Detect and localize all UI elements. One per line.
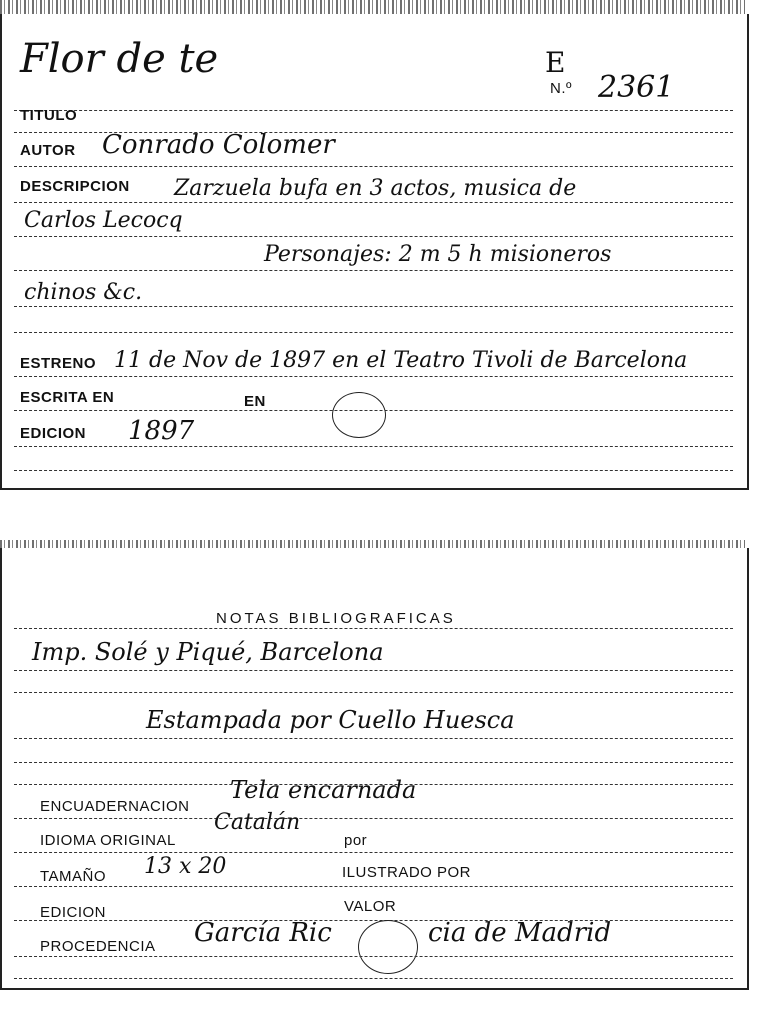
notes-line2: Estampada por Cuello Huesca — [146, 706, 515, 734]
ilustrado-por-label: ILUSTRADO POR — [342, 864, 472, 881]
rule — [14, 306, 733, 307]
rule — [14, 978, 733, 979]
tamano-value: 13 x 20 — [144, 854, 227, 879]
rule — [14, 852, 733, 853]
rule — [14, 270, 733, 271]
title-handwritten: Flor de te — [20, 36, 219, 82]
edicion-label: EDICION — [40, 904, 107, 921]
descripcion-label: DESCRIPCION — [20, 178, 130, 195]
rule — [14, 332, 733, 333]
rule — [14, 692, 733, 693]
estreno-value: 11 de Nov de 1897 en el Teatro Tivoli de Barcelona — [114, 348, 688, 373]
rule — [14, 110, 733, 111]
autor-label: AUTOR — [20, 142, 76, 159]
catalog-letter: E — [545, 46, 566, 79]
descripcion-line4: chinos &c. — [24, 280, 143, 305]
rule — [14, 762, 733, 763]
stamp-mark — [358, 920, 418, 974]
rule — [14, 818, 733, 819]
rule — [14, 166, 733, 167]
rule — [14, 470, 733, 471]
titulo-label: TITULO — [20, 107, 78, 124]
catalog-card-back — [0, 548, 749, 990]
procedencia-value-part1: García Ric — [194, 918, 332, 948]
valor-label: VALOR — [344, 898, 397, 915]
edicion-value: 1897 — [128, 416, 195, 446]
notes-line1: Imp. Solé y Piqué, Barcelona — [32, 638, 384, 666]
rule — [14, 920, 733, 921]
edicion-label: EDICION — [20, 425, 87, 442]
estreno-label: ESTRENO — [20, 355, 97, 372]
stamp-mark — [332, 392, 386, 438]
rule — [14, 670, 733, 671]
escrita-en-label: ESCRITA EN — [20, 389, 115, 406]
catalog-card-front — [0, 14, 749, 490]
number-label: N.º — [550, 80, 572, 97]
encuadernacion-value: Tela encarnada — [230, 776, 417, 804]
tamano-label: TAMAÑO — [40, 868, 107, 885]
card-top-edge — [0, 0, 745, 14]
idioma-original-value: Catalán — [214, 810, 301, 835]
autor-value: Conrado Colomer — [102, 130, 335, 160]
en-label: EN — [244, 393, 266, 410]
descripcion-line3: Personajes: 2 m 5 h misioneros — [264, 242, 612, 267]
catalog-number: 2361 — [598, 70, 675, 105]
rule — [14, 446, 733, 447]
rule — [14, 628, 733, 629]
por-label: por — [344, 832, 368, 849]
descripcion-line1: Zarzuela bufa en 3 actos, musica de — [174, 176, 577, 201]
rule — [14, 236, 733, 237]
descripcion-line2: Carlos Lecocq — [24, 208, 183, 233]
rule — [14, 376, 733, 377]
rule — [14, 738, 733, 739]
procedencia-label: PROCEDENCIA — [40, 938, 156, 955]
notes-header: NOTAS BIBLIOGRAFICAS — [216, 610, 456, 627]
encuadernacion-label: ENCUADERNACION — [40, 798, 190, 815]
rule — [14, 886, 733, 887]
procedencia-value-part2: cia de Madrid — [428, 918, 612, 948]
idioma-original-label: IDIOMA ORIGINAL — [40, 832, 176, 849]
rule — [14, 202, 733, 203]
rule — [14, 956, 733, 957]
